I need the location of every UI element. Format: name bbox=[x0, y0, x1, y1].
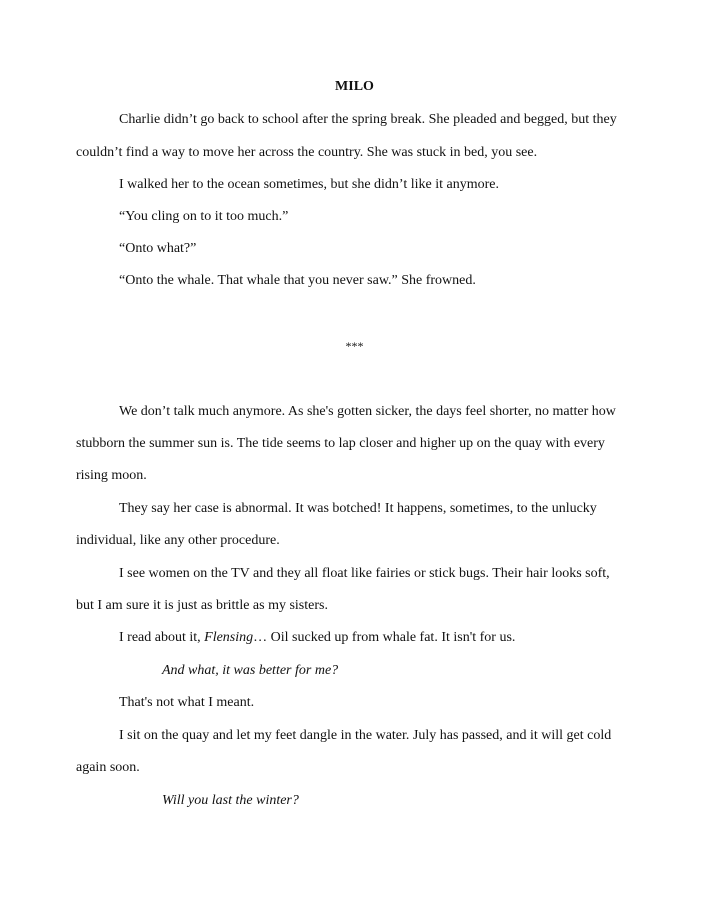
text-segment: I read about it, bbox=[119, 630, 205, 645]
italic-word: Flensing bbox=[204, 630, 254, 645]
text-line: individual, like any other procedure. bbox=[76, 533, 280, 548]
dialogue-line: “You cling on to it too much.” bbox=[119, 209, 289, 224]
italic-thought-line: Will you last the winter? bbox=[162, 793, 299, 808]
text-line: again soon. bbox=[76, 760, 140, 775]
italic-thought-line: And what, it was better for me? bbox=[162, 663, 339, 678]
story-title: MILO bbox=[335, 79, 374, 94]
text-line: but I am sure it is just as brittle as my sisters. bbox=[76, 598, 328, 613]
text-line: stubborn the summer sun is. The tide seems to lap closer and higher up on the quay with every bbox=[76, 436, 605, 451]
text-line: rising moon. bbox=[76, 468, 147, 483]
text-line: That's not what I meant. bbox=[119, 695, 255, 710]
text-line: They say her case is abnormal. It was botched! It happens, sometimes, to the unlucky bbox=[119, 501, 597, 516]
dialogue-line: “Onto the whale. That whale that you never saw.” She frowned. bbox=[119, 273, 476, 288]
text-line bbox=[119, 629, 515, 647]
text-segment: … Oil sucked up from whale fat. It isn't for us. bbox=[253, 630, 516, 645]
text-line: couldn’t find a way to move her across the country. She was stuck in bed, you see. bbox=[76, 145, 538, 160]
text-line: Charlie didn’t go back to school after the spring break. She pleaded and begged, but they bbox=[119, 112, 617, 127]
dialogue-line: “Onto what?” bbox=[119, 241, 197, 256]
text-line: I walked her to the ocean sometimes, but she didn’t like it anymore. bbox=[119, 177, 499, 192]
text-line: I sit on the quay and let my feet dangle in the water. July has passed, and it will get cold bbox=[119, 728, 612, 743]
text-line: I see women on the TV and they all float like fairies or stick bugs. Their hair looks soft, bbox=[119, 566, 610, 581]
section-separator: *** bbox=[345, 339, 364, 353]
text-line: We don’t talk much anymore. As she's gotten sicker, the days feel shorter, no matter how bbox=[119, 404, 616, 419]
